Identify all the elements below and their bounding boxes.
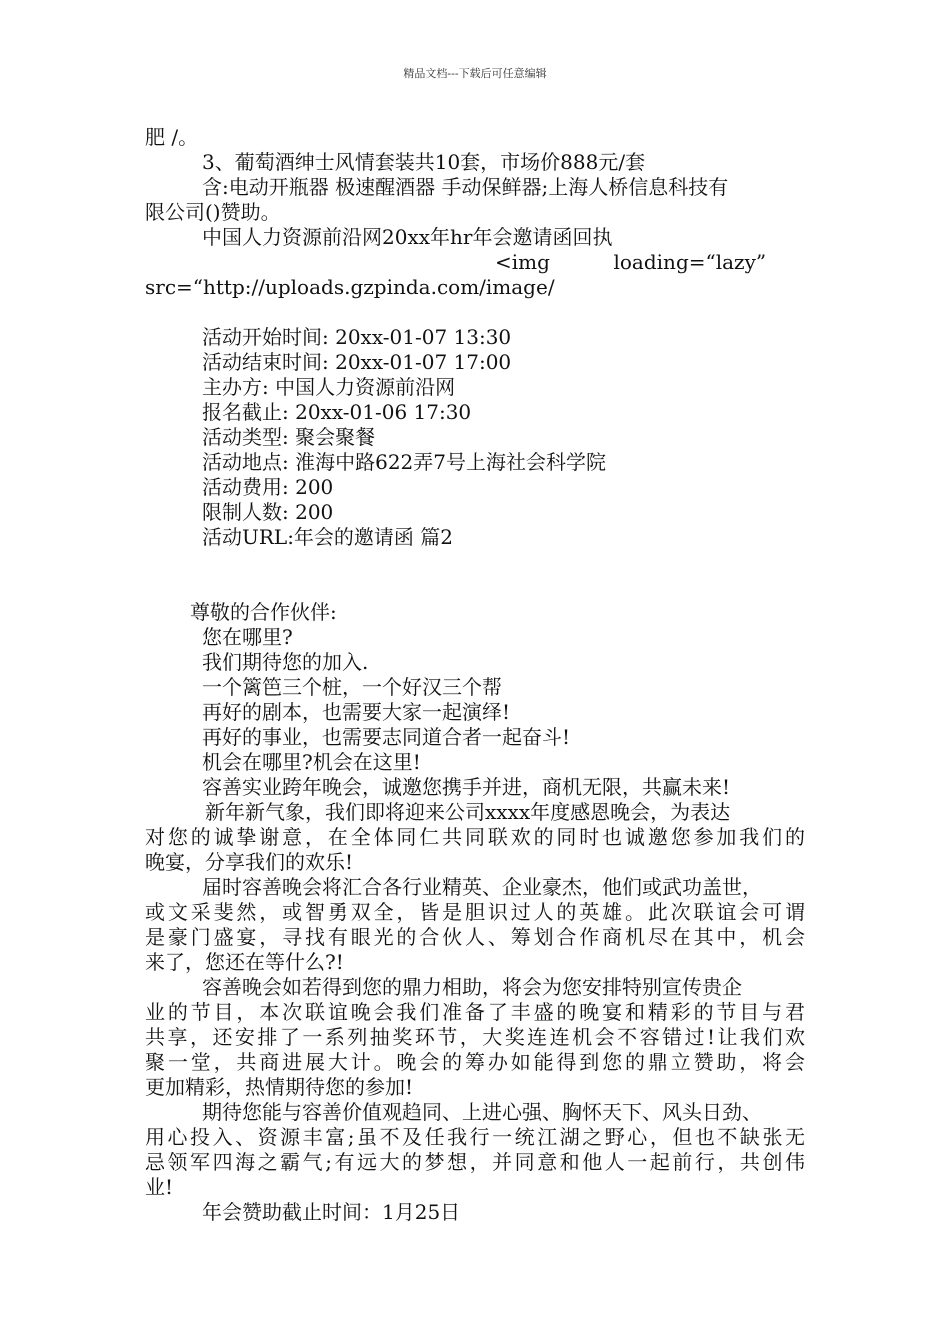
text-line: 限制人数: 200 — [202, 500, 334, 524]
text-line: 共享，还安排了一系列抽奖环节，大奖连连机会不容错过!让我们欢 — [145, 1025, 805, 1049]
text-line: 新年新气象，我们即将迎来公司xxxx年度感恩晚会，为表达 — [205, 800, 731, 824]
text-line: 再好的剧本，也需要大家一起演绎! — [202, 700, 511, 724]
text-line: 机会在哪里?机会在这里! — [202, 750, 421, 774]
text-line: 再好的事业，也需要志同道合者一起奋斗! — [202, 725, 571, 749]
text-line: 忌领军四海之霸气;有远大的梦想，并同意和他人一起前行，共创伟 — [145, 1150, 805, 1174]
text-line: 来了，您还在等什么?! — [145, 950, 344, 974]
text-line: 我们期待您的加入. — [202, 650, 369, 674]
text-line: 活动地点: 淮海中路622弄7号上海社会科学院 — [202, 450, 606, 474]
text-line: 3、葡萄酒绅士风情套装共10套，市场价888元/套 — [202, 150, 646, 174]
text-line: 活动开始时间: 20xx-01-07 13:30 — [202, 325, 512, 349]
text-line: 限公司()赞助。 — [145, 200, 281, 224]
text-line: 活动结束时间: 20xx-01-07 17:00 — [202, 350, 512, 374]
text-line: 是豪门盛宴，寻找有眼光的合伙人、筹划合作商机尽在其中，机会 — [145, 925, 805, 949]
text-line: 活动费用: 200 — [202, 475, 334, 499]
text-line: 对您的诚挚谢意，在全体同仁共同联欢的同时也诚邀您参加我们的 — [145, 825, 805, 849]
text-line: 一个篱笆三个桩，一个好汉三个帮 — [202, 675, 502, 699]
text-line: 活动类型: 聚会聚餐 — [202, 425, 376, 449]
text-line: 业! — [145, 1175, 174, 1199]
text-line: 中国人力资源前沿网20xx年hr年会邀请函回执 — [202, 225, 613, 249]
text-line: 年会赞助截止时间：1月25日 — [202, 1200, 461, 1224]
salutation: 尊敬的合作伙伴: — [190, 600, 337, 624]
text-line: 活动URL:年会的邀请函 篇2 — [202, 525, 454, 549]
text-line: 肥 /。 — [145, 125, 199, 149]
text-line: 业的节目，本次联谊晚会我们准备了丰盛的晚宴和精彩的节目与君 — [145, 1000, 805, 1024]
text-line: 容善晚会如若得到您的鼎力相助，将会为您安排特别宣传贵企 — [202, 975, 742, 999]
text-line: src=“http://uploads.gzpinda.com/image/ — [145, 275, 555, 299]
text-line: 报名截止: 20xx-01-06 17:30 — [202, 400, 472, 424]
text-line: 聚一堂，共商进展大计。晚会的筹办如能得到您的鼎立赞助，将会 — [145, 1050, 805, 1074]
text-line: 或文采斐然，或智勇双全，皆是胆识过人的英雄。此次联谊会可谓 — [145, 900, 805, 924]
text-line: 晚宴，分享我们的欢乐! — [145, 850, 354, 874]
text-line: 含:电动开瓶器 极速醒酒器 手动保鲜器;上海人桥信息科技有 — [202, 175, 729, 199]
text-line: 用心投入、资源丰富;虽不及任我行一统江湖之野心，但也不缺张无 — [145, 1125, 805, 1149]
text-line: 您在哪里? — [202, 625, 293, 649]
text-line: 容善实业跨年晚会，诚邀您携手并进，商机无限，共赢未来! — [202, 775, 731, 799]
text-line: 主办方: 中国人力资源前沿网 — [202, 375, 456, 399]
text-line: 更加精彩，热情期待您的参加! — [145, 1075, 414, 1099]
page-header: 精品文档---下载后可任意编辑 — [403, 67, 547, 80]
text-line: <img loading=“lazy” — [495, 250, 767, 274]
text-line: 届时容善晚会将汇合各行业精英、企业豪杰，他们或武功盖世， — [202, 875, 762, 899]
text-line: 期待您能与容善价值观趋同、上进心强、胸怀天下、风头日劲、 — [202, 1100, 762, 1124]
